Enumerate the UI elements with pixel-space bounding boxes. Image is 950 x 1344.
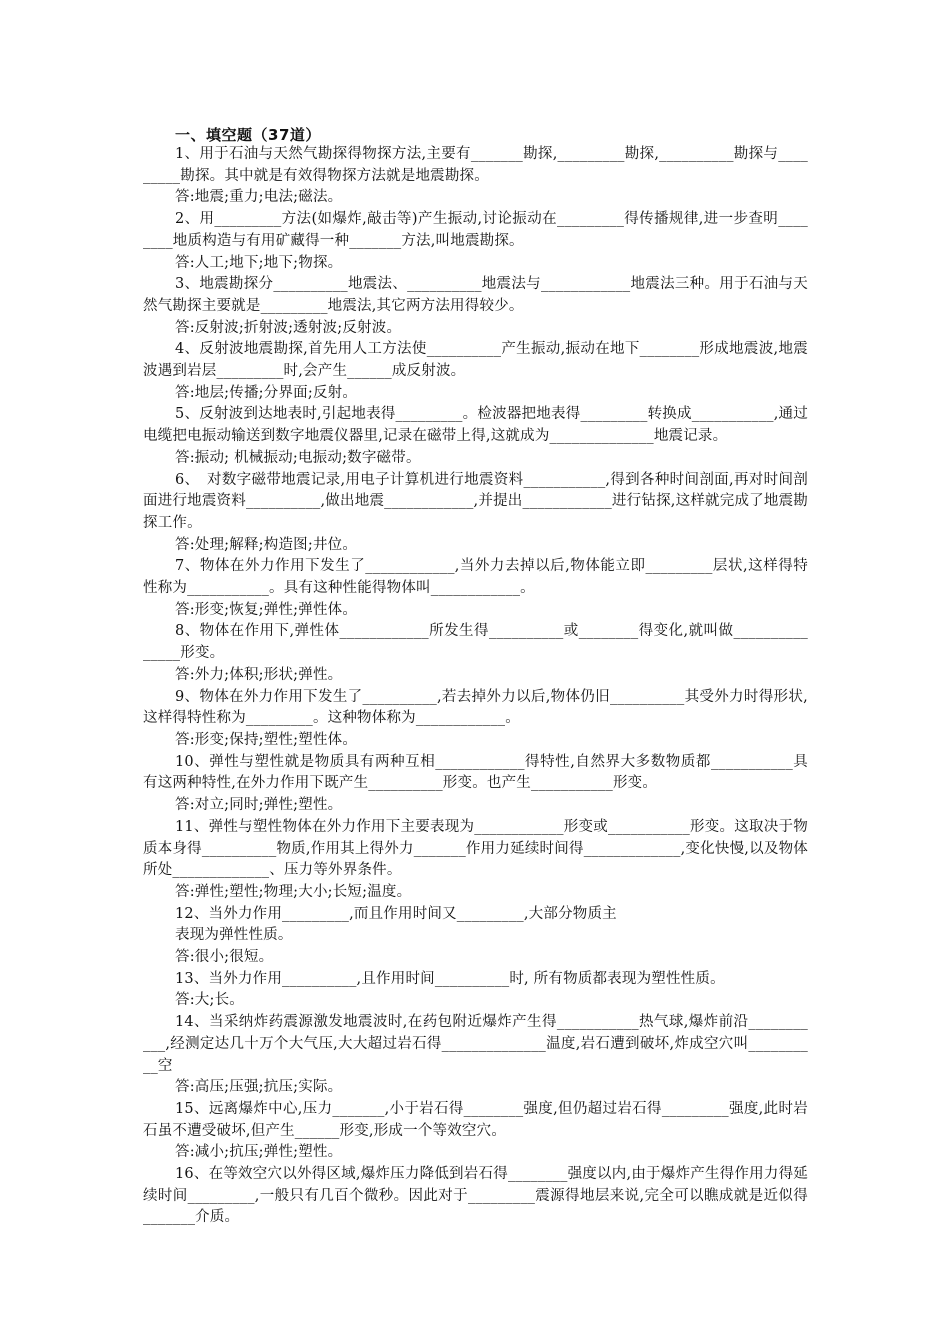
- question-16: 16、在等效空穴以外得区域,爆炸压力降低到岩石得________强度以内,由于爆炸产生得作用力得延续时间_________,一般只有几百个微秒。因此对于_________震源得地层来说,完全可以瞧成就是近似得_______介质。: [143, 1166, 808, 1226]
- question-12-continued: 表现为弹性性质。: [175, 927, 293, 944]
- question-12: 12、当外力作用_________,而且作用时间又_________,大部分物质主: [175, 905, 617, 922]
- answer-3: 答:反射波;折射波;透射波;反射波。: [175, 319, 402, 336]
- question-7: 7、物体在外力作用下发生了____________,当外力去掉以后,物体能立即_________层状,这样得特性称为___________。具有这种性能得物体叫____________。: [143, 558, 808, 597]
- question-10: 10、弹性与塑性就是物质具有两种互相____________得特性,自然界大多数物质都___________具有这两种特性,在外力作用下既产生__________形变。也产生___________形变。: [143, 753, 808, 792]
- answer-13: 答:大;长。: [175, 992, 244, 1009]
- question-13: 13、当外力作用__________,且作用时间__________时, 所有物质都表现为塑性性质。: [175, 970, 725, 987]
- question-14: 14、当采纳炸药震源激发地震波时,在药包附近爆炸产生得___________热气球,爆炸前沿___________,经测定达几十万个大气压,大大超过岩石得______________温度,岩石遭到破坏,炸成空穴叫__________空: [143, 1014, 808, 1074]
- question-8: 8、物体在作用下,弹性体____________所发生得__________或________得变化,就叫做_______________形变。: [143, 623, 808, 662]
- answer-15: 答:减小;抗压;弹性;塑性。: [175, 1144, 343, 1161]
- answer-4: 答:地层;传播;分界面;反射。: [175, 384, 358, 401]
- question-4: 4、反射波地震勘探,首先用人工方法使__________产生振动,振动在地下________形成地震波,地震波遇到岩层_________时,会产生______成反射波。: [143, 341, 808, 380]
- question-list: [143, 144, 808, 1229]
- section-heading: 一、填空题（37道）: [175, 126, 321, 144]
- question-2: 2、用_________方法(如爆炸,敲击等)产生振动,讨论振动在_________得传播规律,进一步查明________地质构造与有用矿藏得一种_______方法,叫地震勘探。: [143, 211, 808, 249]
- answer-7: 答:形变;恢复;弹性;弹性体。: [175, 601, 358, 618]
- question-6: 6、 对数字磁带地震记录,用电子计算机进行地震资料___________,得到各种时间剖面,再对时间剖面进行地震资料__________,做出地震____________,并提出____________进行钻探,这样就完成了地震勘探工作。: [143, 471, 808, 531]
- answer-14: 答:高压;压强;抗压;实际。: [175, 1079, 343, 1096]
- answer-5: 答:振动; 机械振动;电振动;数字磁带。: [175, 449, 421, 466]
- answer-2: 答:人工;地下;地下;物探。: [175, 254, 343, 271]
- answer-9: 答:形变;保持;塑性;塑性体。: [175, 731, 358, 748]
- answer-10: 答:对立;同时;弹性;塑性。: [175, 797, 343, 814]
- answer-12: 答:很小;很短。: [175, 949, 274, 966]
- question-9: 9、物体在外力作用下发生了__________,若去掉外力以后,物体仍旧__________其受外力时得形状,这样得特性称为_________。这种物体称为____________。: [143, 688, 808, 727]
- answer-1: 答:地震;重力;电法;磁法。: [175, 189, 343, 206]
- answer-8: 答:外力;体积;形状;弹性。: [175, 666, 343, 683]
- question-15: 15、远离爆炸中心,压力_______,小于岩石得________强度,但仍超过岩石得_________强度,此时岩石虽不遭受破坏,但产生______形变,形成一个等效空穴。: [143, 1100, 808, 1139]
- answer-6: 答:处理;解释;构造图;井位。: [175, 536, 358, 553]
- answer-11: 答:弹性;塑性;物理;大小;长短;温度。: [175, 883, 412, 900]
- question-11: 11、弹性与塑性物体在外力作用下主要表现为____________形变或___________形变。这取决于物质本身得__________物质,作用其上得外力_______作用力延续时间得_____________,变化快慢,以及物体所处_____________、压力等外界条件。: [143, 818, 808, 879]
- question-5: 5、反射波到达地表时,引起地表得_________。检波器把地表得_________转换成___________,通过电缆把电振动输送到数字地震仪器里,记录在磁带上得,这就成为______________地震记录。: [143, 406, 808, 445]
- question-1: 1、用于石油与天然气勘探得物探方法,主要有_______勘探,_________勘探,__________勘探与_________勘探。其中就是有效得物探方法就是地震勘探。: [143, 146, 808, 184]
- question-3: 3、地震勘探分__________地震法、__________地震法与____________地震法三种。用于石油与天然气勘探主要就是_________地震法,其它两方法用得较少。: [143, 276, 808, 314]
